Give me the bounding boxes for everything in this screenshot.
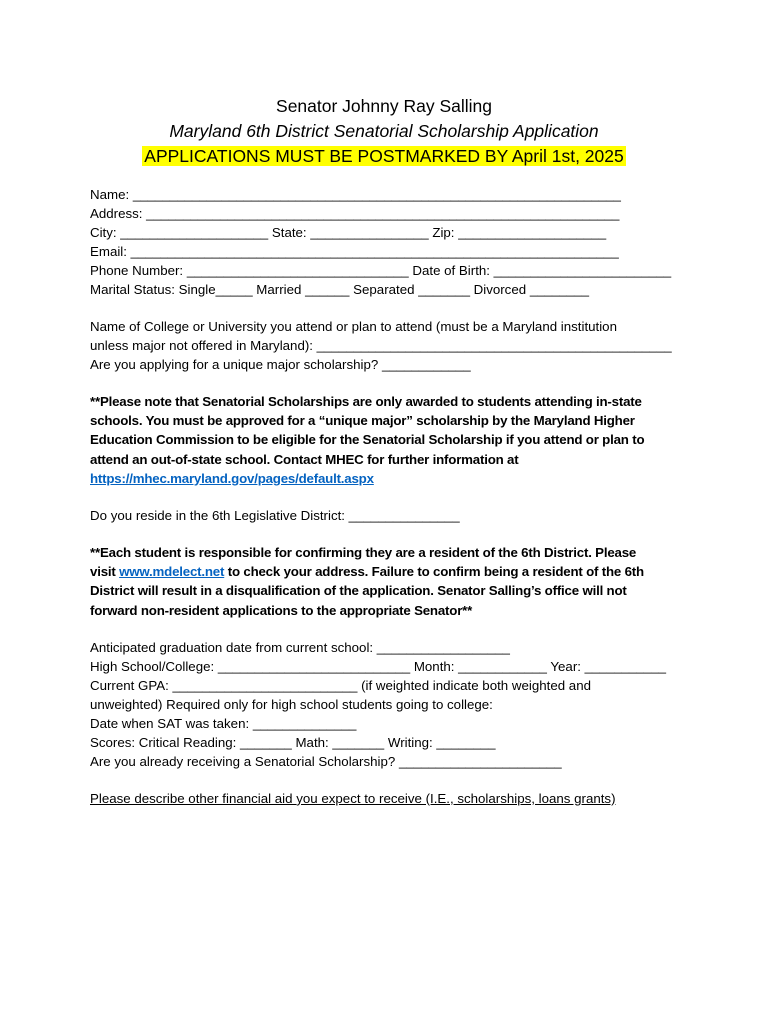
college-field[interactable]: unless major not offered in Maryland): ________________________________________________	[90, 338, 672, 353]
name-field[interactable]: Name: __________________________________________________________________	[90, 187, 621, 202]
notice-line: District will result in a disqualification of the application. Senator Salling’s office will not	[90, 583, 627, 599]
existing-scholarship-field[interactable]: Are you already receiving a Senatorial Scholarship? ______________________	[90, 753, 562, 769]
mhec-link[interactable]: https://mhec.maryland.gov/pages/default.aspx	[90, 470, 374, 486]
personal-info-section	[90, 185, 690, 299]
address-field[interactable]: Address: ________________________________________________________________	[90, 206, 620, 221]
application-title: Maryland 6th District Senatorial Scholarship Application	[169, 121, 599, 141]
graduation-date-field[interactable]: Anticipated graduation date from current school: __________________	[90, 639, 510, 655]
academic-section	[90, 638, 690, 771]
deadline-notice	[0, 144, 768, 169]
deadline-highlight: APPLICATIONS MUST BE POSTMARKED BY April 1st, 2025	[144, 146, 624, 166]
phone-dob-field[interactable]: Phone Number: ______________________________ Date of Birth: ________________________	[90, 263, 672, 278]
residency-notice	[90, 543, 690, 620]
college-section	[90, 317, 690, 374]
notice-line	[90, 562, 690, 581]
scores-field[interactable]: Scores: Critical Reading: _______ Math: _______ Writing: ________	[90, 734, 496, 750]
form-body	[90, 185, 690, 808]
notice-line: **Please note that Senatorial Scholarships are only awarded to students attending in-state	[90, 394, 642, 409]
notice-line: schools. You must be approved for a “unique major” scholarship by the Maryland Higher	[90, 413, 635, 429]
in-state-notice	[90, 392, 690, 488]
unique-major-field[interactable]: Are you applying for a unique major scholarship? ____________	[90, 357, 471, 372]
gpa-note: unweighted) Required only for high school students going to college:	[90, 696, 493, 712]
school-month-year-field[interactable]: High School/College: __________________________ Month: ____________ Year: ___________	[90, 658, 666, 674]
notice-line: forward non-resident applications to the appropriate Senator**	[90, 602, 473, 618]
college-question: Name of College or University you attend or plan to attend (must be a Maryland institution	[90, 319, 617, 334]
notice-text: visit	[90, 564, 120, 580]
document-header	[0, 94, 768, 169]
gpa-field[interactable]: Current GPA: _________________________ (if weighted indicate both weighted and	[90, 677, 591, 693]
mdelect-link[interactable]: www.mdelect.net	[119, 564, 225, 580]
email-field[interactable]: Email: __________________________________________________________________	[90, 244, 619, 259]
notice-text: to check your address. Failure to confirm being a resident of the 6th	[224, 564, 644, 580]
financial-aid-prompt: Please describe other financial aid you expect to receive (I.E., scholarships, loans grants)	[90, 790, 616, 806]
notice-line: **Each student is responsible for confirming they are a resident of the 6th District. Please	[90, 545, 637, 561]
sat-date-field[interactable]: Date when SAT was taken: ______________	[90, 715, 357, 731]
city-state-zip-field[interactable]: City: ____________________ State: ________________ Zip: ____________________	[90, 225, 607, 240]
notice-line: Education Commission to be eligible for the Senatorial Scholarship if you attend or plan to	[90, 432, 645, 448]
senator-name: Senator Johnny Ray Salling	[276, 96, 492, 116]
district-field[interactable]: Do you reside in the 6th Legislative District: _______________	[90, 508, 460, 524]
notice-line: attend an out-of-state school. Contact MHEC for further information at	[90, 451, 519, 467]
marital-status-field[interactable]: Marital Status: Single_____ Married ______ Separated _______ Divorced ________	[90, 282, 589, 297]
